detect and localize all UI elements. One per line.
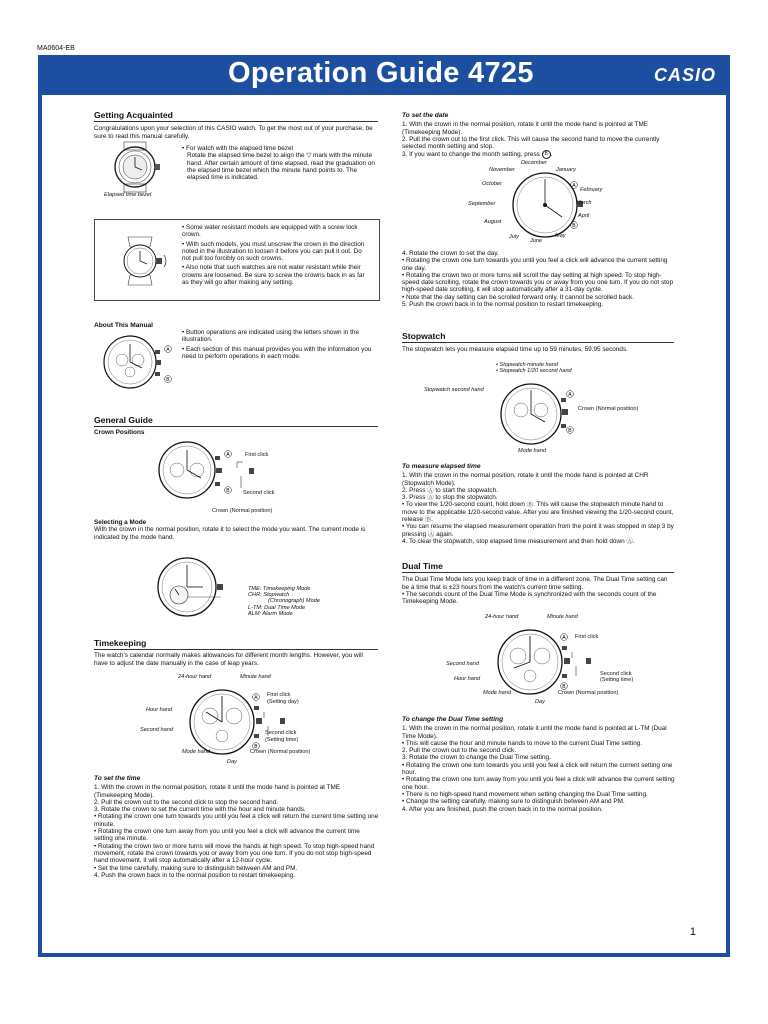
change-step: • Rotating the crown one turn towards you until you feel a click will return the current setting one hour. [402, 761, 673, 777]
dt-second-click-label: Second click [600, 671, 632, 677]
change-step: 2. Pull the crown out to the second click. [402, 747, 517, 755]
stopwatch-watch-illustration [495, 378, 585, 450]
tk-first-click-label: First click [267, 692, 291, 698]
document-code: MA0604-EB [37, 45, 75, 52]
set-date-steps-b [402, 250, 674, 308]
change-step: • There is no high-speed hand movement when setting changing the Dual Time setting. [402, 790, 648, 798]
set-time-heading: To set the time [94, 775, 141, 782]
change-dual-time-heading: To change the Dual Time setting [402, 716, 504, 723]
set-date-step-3: 3. If you want to change the month setting, press [402, 151, 540, 159]
mode-alm: ALM: Alarm Mode [248, 610, 293, 617]
change-step: • Change the setting carefully, making sure to distinguish between AM and PM. [402, 798, 625, 806]
about-manual-notes [182, 329, 372, 362]
screw-note-1: • Some water resistant models are equipped with a screw lock crown. [182, 224, 358, 239]
stopwatch-section [402, 333, 674, 356]
dt-minute-label: Minute hand [547, 614, 578, 620]
svg-text:B: B [226, 488, 230, 494]
b-button-icon: B [542, 150, 551, 159]
dt-hour-label: Hour hand [454, 676, 481, 682]
screw-crown-watch-illustration [110, 231, 170, 291]
month-may: May [555, 233, 566, 239]
screw-note-3: • Also note that such watches are not water resistant while their crowns are loosened. Be sure to screw the crowns back in as far as they will go after making any setting. [182, 264, 365, 287]
svg-text:B: B [166, 377, 170, 383]
change-step: • Rotating the crown one turn away from you until you feel a click will advance the current setting one hour. [402, 776, 675, 791]
svg-text:A: A [568, 392, 572, 398]
set-date-step: 2. Pull the crown out to the first click. This will cause the second hand to move the currently selected month setting and stop. [402, 135, 660, 151]
selecting-mode-heading: Selecting a Mode [94, 519, 147, 526]
measure-heading: To measure elapsed time [402, 463, 481, 470]
mode-tme: TME: Timekeeping Mode [248, 586, 311, 592]
section-heading-general-guide: General Guide [94, 417, 378, 427]
month-november: November [489, 167, 515, 173]
timekeeping-section [94, 640, 378, 669]
page-number: 1 [689, 926, 696, 938]
tk-second-click-label: Second click [265, 730, 297, 736]
month-august: August [484, 219, 502, 225]
stopwatch-intro: The stopwatch lets you measure elapsed time up to 59 minutes, 59.95 seconds. [402, 346, 628, 354]
svg-text:A: A [572, 183, 576, 189]
set-time-step: 2. Pull the crown out to the second click to stop the second hand. [94, 798, 279, 806]
set-time-step: 3. Rotate the crown to set the current time with the hour and minute hands. [94, 806, 306, 814]
measure-step: 4. To clear the stopwatch, stop elapsed time measurement and then hold down Ⓐ. [402, 537, 635, 545]
svg-text:A: A [166, 347, 170, 353]
selecting-mode-section [94, 519, 378, 543]
set-date-step: • Rotating the crown two or more turns will scroll the day setting at high speed. To stop high-speed date scrolling, rotate the crown towards you or away from you one turn. If you do not stop high-speed date scrolling, it will stop automatically after a 31-day cycle. [402, 271, 674, 294]
bezel-watch-illustration [100, 142, 170, 192]
bezel-description: Rotate the elapsed time bezel to align the ▽ mark with the minute hand. After certain amount of time elapsed, read the graduation on the elapsed time bezel which the minute hand points to. The elapsed time is indicated. [187, 152, 375, 182]
second-click-label: Second click [243, 490, 275, 496]
set-time-step: • Rotating the crown one turn towards you until you feel a click will return the current time setting one minute. [94, 813, 379, 828]
set-date-step: • Note that the day setting can be scrolled forward only. It cannot be scrolled back. [402, 293, 634, 301]
about-note-2: • Each section of this manual provides you with the information you need to perform operations in each mode. [182, 345, 372, 360]
dt-24hour-label: 24-hour hand [485, 614, 519, 620]
mode-chr: CHR: Stopwatch [248, 592, 290, 599]
elapsed-time-bezel-caption: Elapsed time bezel [104, 192, 152, 198]
set-date-section [402, 112, 674, 159]
month-march: March [576, 200, 592, 206]
getting-acquainted-section [94, 112, 378, 142]
tk-second-label: Second hand [140, 727, 173, 733]
about-note-1: • Button operations are indicated using the letters shown in the illustration. [182, 329, 360, 344]
change-step: 1. With the crown in the normal position, rotate it until the mode hand is pointed at L-TM (Dual Time Mode). [402, 725, 667, 740]
dt-second-label: Second hand [446, 661, 479, 667]
sw-minute-hand-label: • Stopwatch minute hand [496, 362, 558, 368]
svg-text:B: B [562, 684, 566, 690]
set-time-section [94, 775, 380, 879]
set-date-step: 4. Rotate the crown to set the day. [402, 250, 499, 257]
tk-setting-time-label: (Setting time) [265, 737, 299, 743]
timekeeping-intro: The watch's calendar normally makes allowances for different month lengths. However, you will have to adjust the date manually in the case of leap years. [94, 652, 363, 667]
tk-24hour-label: 24-hour hand [178, 674, 212, 680]
mode-chr-cont: (Chronograph) Mode [268, 598, 320, 605]
tk-day-label: Day [227, 759, 237, 765]
month-december: December [521, 160, 547, 166]
brand-logo: CASIO [653, 65, 716, 85]
tk-mode-label: Mode hand [182, 749, 210, 755]
month-september: September [468, 201, 496, 207]
mode-list [248, 586, 320, 617]
month-october: October [482, 181, 502, 187]
set-time-step: • Rotating the crown one turn away from you until you feel a click will advance the current time setting one minute. [94, 828, 360, 843]
svg-text:B: B [568, 428, 572, 434]
set-time-step: • Rotating the crown two or more turns will move the hands at high speed. To stop high-speed hand movement, rotate the crown towards you or away from you one turn. If you do not stop high-speed hand movement, it will stop automatically after a 12-hour cycle. [94, 842, 375, 865]
button-letters-watch-illustration [98, 332, 178, 394]
section-heading-stopwatch: Stopwatch [402, 333, 674, 343]
measure-step: 1. With the crown in the normal position, rotate it until the mode hand is pointed at CHR (Stopwatch Mode). [402, 472, 649, 487]
section-heading-dual-time: Dual Time [402, 563, 674, 573]
month-july: July [509, 234, 519, 240]
sw-twentieth-hand-label: • Stopwatch 1/20 second hand [496, 368, 572, 374]
bezel-text [182, 145, 378, 183]
measure-step: • You can resume the elapsed measurement operation from the point it was stopped in step 3 by pressing Ⓐ again. [402, 523, 674, 538]
dt-setting-time-label: (Setting time) [600, 677, 634, 683]
measure-section [402, 463, 674, 545]
change-step: 4. After you are finished, push the crown back in to the normal position. [402, 805, 603, 813]
dual-time-section [402, 563, 674, 607]
svg-text:A: A [226, 452, 230, 458]
crown-normal-label: Crown (Normal position) [212, 508, 273, 514]
set-date-step: 5. Push the crown back in to the normal position to restart timekeeping. [402, 301, 604, 309]
set-date-heading: To set the date [402, 112, 449, 119]
sw-crown-label: Crown (Normal position) [578, 406, 639, 412]
svg-text:B: B [254, 744, 258, 750]
mode-hand-watch-illustration [155, 555, 245, 625]
set-date-step: 3. If you want to change the month setting, press B . [402, 151, 553, 159]
dt-first-click-label: First click [575, 634, 599, 640]
tk-hour-label: Hour hand [146, 707, 173, 713]
page-title: Operation Guide 4725 [228, 57, 534, 89]
title-banner [38, 55, 730, 95]
dual-time-intro: The Dual Time Mode lets you keep track of time in a different zone. The Dual Time setting can be a time that is ±23 hours from the watch's current time setting. [402, 576, 668, 591]
screw-lock-notes [182, 224, 372, 288]
tk-setting-day-label: (Setting day) [267, 699, 299, 705]
sw-second-hand-label: Stopwatch second hand [424, 387, 484, 393]
mode-ltm: L-TM: Dual Time Mode [248, 604, 306, 611]
general-guide-section [94, 417, 378, 439]
set-date-step: 1. With the crown in the normal position, rotate it until the mode hand is pointed at TME (Timekeeping Mode). [402, 121, 649, 136]
bezel-heading: • For watch with the elapsed time bezel [182, 145, 293, 152]
month-february: February [580, 187, 603, 193]
measure-step: • To view the 1/20-second count, hold down Ⓑ. This will cause the stopwatch minute hand to move to the applicable 1/20-second value. After you are finished viewing the 1/20-second count, release Ⓑ. [402, 501, 674, 524]
screw-note-2: • With such models, you must unscrew the crown in the direction noted in the illustration to loosen it before you can pull it out. Do not pull too forcibly on such crowns. [182, 240, 365, 263]
month-june: June [530, 238, 543, 244]
set-time-step: 1. With the crown in the normal position, rotate it until the mode hand is pointed at TME (Timekeeping Mode). [94, 784, 341, 799]
section-heading-getting-acquainted: Getting Acquainted [94, 112, 378, 122]
month-april: April [578, 213, 590, 219]
measure-step: 2. Press Ⓐ to start the stopwatch. [402, 486, 498, 494]
dt-day-label: Day [535, 699, 545, 705]
month-january: January [556, 167, 576, 173]
svg-text:A: A [562, 635, 566, 641]
crown-positions-heading: Crown Positions [94, 429, 145, 437]
change-step: 3. Rotate the crown to change the Dual Time setting. [402, 754, 551, 762]
change-step: • This will cause the hour and minute hands to move to the current Dual Time setting. [402, 739, 643, 747]
first-click-label: First click [245, 452, 269, 458]
intro-text: Congratulations upon your selection of this CASIO watch. To get the most out of your purchase, be sure to read this manual carefully. [94, 125, 373, 140]
change-dual-time-section [402, 716, 676, 813]
tk-crown-label: Crown (Normal position) [250, 749, 311, 755]
about-manual-heading-wrap [94, 322, 174, 329]
tk-minute-label: Minute hand [240, 674, 271, 680]
section-heading-timekeeping: Timekeeping [94, 640, 378, 650]
measure-step: 3. Press Ⓐ to stop the stopwatch. [402, 494, 498, 502]
set-time-step: • Set the time carefully, making sure to distinguish between AM and PM. [94, 864, 298, 872]
dt-mode-label: Mode hand [483, 690, 511, 696]
sw-mode-hand-label: Mode hand [518, 448, 546, 454]
set-time-step: 4. Push the crown back in to the normal position to restart timekeeping. [94, 871, 296, 879]
selecting-mode-text: With the crown in the normal position, rotate it to select the mode you want. The current mode is indicated by the mode hand. [94, 526, 366, 541]
svg-text:B: B [572, 223, 576, 229]
set-date-step: • Rotating the crown one turn towards you until you feel a click will advance the current setting one day. [402, 257, 668, 272]
svg-text:A: A [254, 695, 258, 701]
section-heading-about-manual: About This Manual [94, 322, 153, 329]
dual-time-intro-point: • The seconds count of the Dual Time Mode is synchronized with the seconds count of the Timekeeping Mode. [402, 590, 657, 606]
dt-crown-label: Crown (Normal position) [558, 690, 619, 696]
